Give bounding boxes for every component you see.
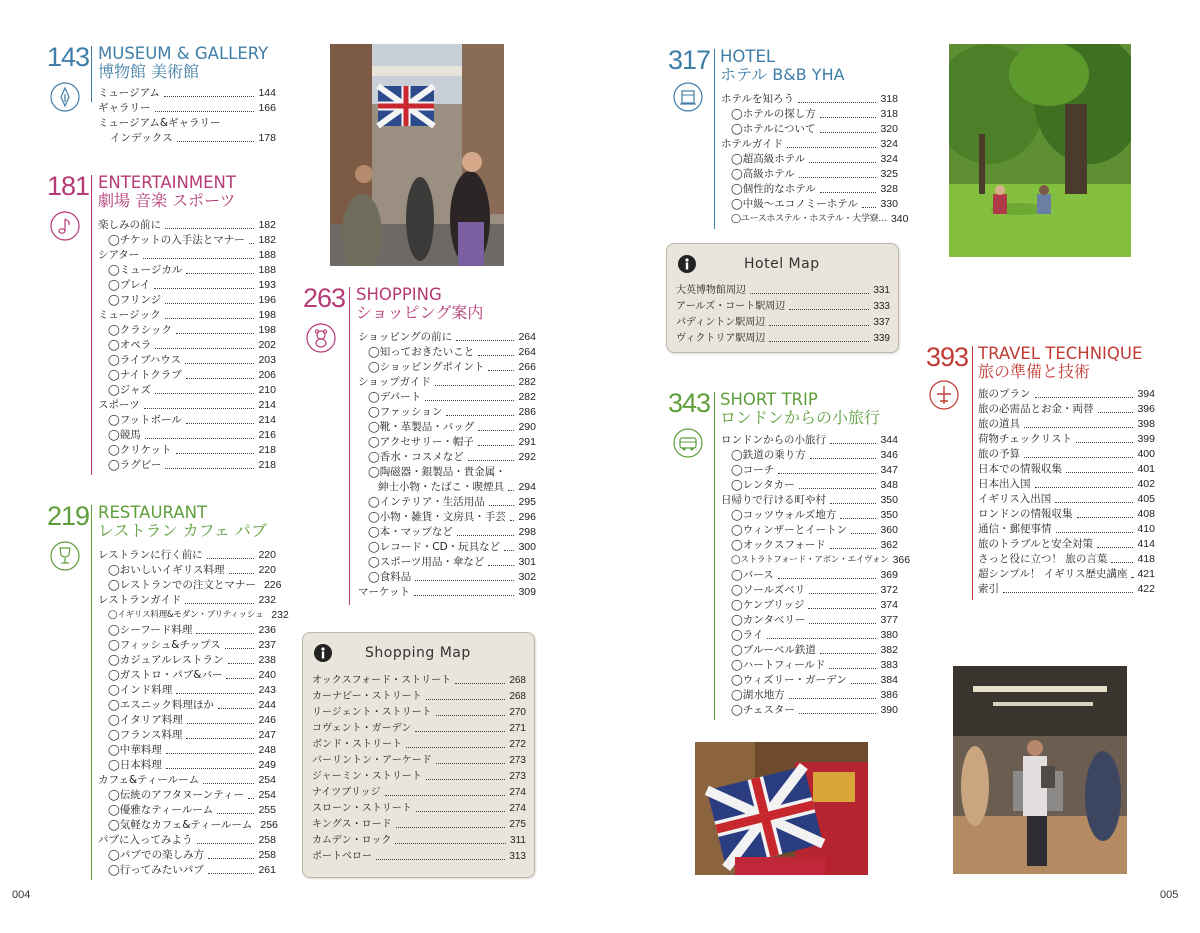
- shopping-header: [303, 285, 543, 325]
- toc-item[interactable]: 索引 422: [978, 583, 1155, 595]
- carnaby-street-photo: [330, 44, 504, 266]
- travel-title-en: TRAVEL TECHNIQUE: [978, 344, 1143, 363]
- entertainment-page-number: 181: [47, 171, 90, 201]
- hotel-header: [668, 47, 908, 87]
- toc-item[interactable]: インデックス 178: [110, 132, 276, 144]
- toc-item[interactable]: シアター 188: [98, 249, 276, 261]
- toc-item[interactable]: ◯中華料理 248: [108, 744, 276, 756]
- toc-item[interactable]: 旅のプラン 394: [978, 388, 1155, 400]
- shopping-section: [303, 285, 543, 325]
- toc-item[interactable]: 超シンプル！ イギリス歴史講座 421: [978, 568, 1155, 580]
- map-item[interactable]: カムデン・ロック 311: [312, 834, 526, 846]
- toc-item[interactable]: ホテルを知ろう 318: [721, 93, 898, 105]
- toc-item[interactable]: ◯チケットの入手法とマナー 182: [108, 234, 276, 246]
- toc-item[interactable]: ◯ウィンザーとイートン 360: [731, 524, 898, 536]
- toc-item[interactable]: ◯ファッション 286: [368, 406, 536, 418]
- toc-item[interactable]: ◯ケンブリッジ 374: [731, 599, 898, 611]
- restaurant-header: [47, 503, 287, 543]
- map-item[interactable]: バーリントン・アーケード 273: [312, 754, 526, 766]
- toc-item[interactable]: ◯オックスフォード 362: [731, 539, 898, 551]
- hotel-map-title: Hotel Map: [744, 256, 820, 272]
- map-item[interactable]: ジャーミン・ストリート 273: [312, 770, 526, 782]
- toc-item[interactable]: ◯日本料理 249: [108, 759, 276, 771]
- short-trip-title-jp: ロンドンからの小旅行: [720, 408, 881, 427]
- toc-item[interactable]: ◯カンタベリー 377: [731, 614, 898, 626]
- toc-item[interactable]: ◯パブでの楽しみ方 258: [108, 849, 276, 861]
- museum-section: [47, 44, 287, 84]
- toc-item[interactable]: 楽しみの前に 182: [98, 219, 276, 231]
- toc-item[interactable]: ◯伝統のアフタヌーンティー 254: [108, 789, 276, 801]
- toc-item[interactable]: ◯超高級ホテル 324: [731, 153, 898, 165]
- toc-item[interactable]: ◯ライブハウス 203: [108, 354, 276, 366]
- short-trip-section: [668, 390, 908, 430]
- toc-item[interactable]: ◯競馬 216: [108, 429, 276, 441]
- toc-item[interactable]: ◯ラグビー 218: [108, 459, 276, 471]
- toc-item[interactable]: ◯ショッピングポイント 266: [368, 361, 536, 373]
- short-trip-header: [668, 390, 908, 430]
- info-icon: [678, 255, 696, 273]
- hotel-map-box: [666, 243, 899, 353]
- shopping-title-jp: ショッピング案内: [356, 303, 484, 322]
- entertainment-toc: [98, 218, 276, 473]
- restaurant-section: [47, 503, 287, 543]
- right-page-number: 005: [1160, 889, 1179, 901]
- museum-pen-icon: [50, 82, 80, 112]
- map-item[interactable]: コヴェント・ガーデン 271: [312, 722, 526, 734]
- toc-item[interactable]: ◯ホテルの探し方 318: [731, 108, 898, 120]
- hotel-toc: [721, 92, 909, 227]
- airplane-icon: [929, 380, 959, 410]
- toc-item[interactable]: ◯インテリア・生活用品 295: [368, 496, 536, 508]
- map-item[interactable]: リージェント・ストリート 270: [312, 706, 526, 718]
- map-item[interactable]: カーナビー・ストリート 268: [312, 690, 526, 702]
- toc-item[interactable]: 旅の道具 398: [978, 418, 1155, 430]
- toc-item[interactable]: レストランガイド 232: [98, 594, 276, 606]
- toc-item[interactable]: ◯エスニック料理ほか 244: [108, 699, 276, 711]
- short-trip-title-en: SHORT TRIP: [720, 390, 818, 409]
- toc-item[interactable]: ミュージアム&ギャラリー: [98, 117, 221, 129]
- restaurant-divider: [91, 505, 92, 880]
- toc-item[interactable]: ◯レコード・CD・玩具など 300: [368, 541, 536, 553]
- museum-toc: [98, 86, 276, 146]
- toc-item[interactable]: ◯靴・革製品・バッグ 290: [368, 421, 536, 433]
- hotel-title-en: HOTEL: [720, 47, 776, 66]
- map-item[interactable]: ヴィクトリア駅周辺 339: [676, 332, 890, 344]
- hotel-bell-icon: [673, 82, 703, 112]
- map-item[interactable]: キングス・ロード 275: [312, 818, 526, 830]
- toc-item[interactable]: 日本での情報収集 401: [978, 463, 1155, 475]
- toc-item[interactable]: ◯シーフード料理 236: [108, 624, 276, 636]
- toc-item[interactable]: 旅の必需品とお金・両替 396: [978, 403, 1155, 415]
- union-jack-cushion-photo: [695, 742, 868, 875]
- shopping-map-title: Shopping Map: [365, 645, 471, 661]
- toc-item[interactable]: ホテルガイド 324: [721, 138, 898, 150]
- toc-item[interactable]: ◯スポーツ用品・傘など 301: [368, 556, 536, 568]
- entertainment-divider: [91, 175, 92, 475]
- toc-item[interactable]: ◯カジュアルレストラン 238: [108, 654, 276, 666]
- toc-item[interactable]: 紳士小物・たばこ・喫煙具 294: [378, 481, 536, 493]
- toc-item[interactable]: ◯バース 369: [731, 569, 898, 581]
- toc-item[interactable]: ◯デパート 282: [368, 391, 536, 403]
- toc-item[interactable]: スポーツ 214: [98, 399, 276, 411]
- toc-item[interactable]: カフェ&ティールーム 254: [98, 774, 276, 786]
- toc-item[interactable]: ◯クリケット 218: [108, 444, 276, 456]
- shopping-divider: [349, 287, 350, 605]
- travel-toc: [978, 387, 1155, 597]
- short-trip-page-number: 343: [668, 388, 711, 418]
- museum-title-jp: 博物館 美術館: [98, 62, 200, 81]
- entertainment-header: [47, 173, 287, 213]
- hotel-divider: [714, 49, 715, 229]
- short-trip-divider: [714, 392, 715, 720]
- toc-item[interactable]: ロンドンからの小旅行 344: [721, 434, 898, 446]
- hotel-section: [668, 47, 908, 87]
- map-item[interactable]: ボンド・ストリート 272: [312, 738, 526, 750]
- toc-item[interactable]: ◯フットボール 214: [108, 414, 276, 426]
- toc-item[interactable]: ◯フィッシュ&チップス 237: [108, 639, 276, 651]
- shopping-map-list: [312, 672, 526, 864]
- toc-item[interactable]: ◯本・マップなど 298: [368, 526, 536, 538]
- map-item[interactable]: オックスフォード・ストリート 268: [312, 674, 526, 686]
- toc-item[interactable]: ◯プレイ 193: [108, 279, 276, 291]
- travel-title-jp: 旅の準備と技術: [978, 362, 1091, 381]
- toc-item[interactable]: ◯レストランでの注文とマナー 226: [108, 579, 282, 591]
- toc-item[interactable]: イギリス入出国 405: [978, 493, 1155, 505]
- shopping-title-en: SHOPPING: [356, 285, 442, 304]
- short-trip-toc: [721, 433, 911, 718]
- museum-header: [47, 44, 287, 84]
- toc-item[interactable]: ◯クラシック 198: [108, 324, 276, 336]
- hotel-map-list: [676, 282, 890, 346]
- toc-item[interactable]: ミュージック 198: [98, 309, 276, 321]
- toc-item[interactable]: ◯ライ 380: [731, 629, 898, 641]
- map-item[interactable]: 大英博物館周辺 331: [676, 284, 890, 296]
- toc-item[interactable]: さっと役に立つ！ 旅の言葉 418: [978, 553, 1155, 565]
- shopping-map-box: [302, 632, 535, 878]
- shopping-page-number: 263: [303, 283, 346, 313]
- toc-item[interactable]: ◯ホテルについて 320: [731, 123, 898, 135]
- museum-divider: [91, 46, 92, 102]
- toc-item[interactable]: ◯知っておきたいこと 264: [368, 346, 536, 358]
- toc-item[interactable]: ◯ナイトクラブ 206: [108, 369, 276, 381]
- map-item[interactable]: ナイツブリッジ 274: [312, 786, 526, 798]
- toc-item[interactable]: ◯ジャズ 210: [108, 384, 276, 396]
- travel-page-number: 393: [926, 342, 969, 372]
- toc-item[interactable]: ショッピングの前に 264: [358, 331, 536, 343]
- toc-item[interactable]: ◯香水・コスメなど 292: [368, 451, 536, 463]
- toc-item[interactable]: パブに入ってみよう 258: [98, 834, 276, 846]
- toc-item[interactable]: ◯ウィズリー・ガーデン 384: [731, 674, 898, 686]
- toc-item[interactable]: ◯イタリア料理 246: [108, 714, 276, 726]
- entertainment-title-jp: 劇場 音楽 スポーツ: [98, 191, 236, 210]
- toc-item[interactable]: マーケット 309: [358, 586, 536, 598]
- toc-item[interactable]: ◯気軽なカフェ&ティールーム 256: [108, 819, 278, 831]
- travel-header: [926, 344, 1176, 384]
- toc-item[interactable]: ◯インド料理 243: [108, 684, 276, 696]
- toc-item[interactable]: 通信・郵便事情 410: [978, 523, 1155, 535]
- toc-item[interactable]: ◯フリンジ 196: [108, 294, 276, 306]
- map-item[interactable]: アールズ・コート駅周辺 333: [676, 300, 890, 312]
- map-item[interactable]: ポートベロー 313: [312, 850, 526, 862]
- music-note-icon: [50, 211, 80, 241]
- hotel-page-number: 317: [668, 45, 711, 75]
- left-page-number: 004: [12, 889, 31, 901]
- entertainment-title-en: ENTERTAINMENT: [98, 173, 236, 192]
- toc-item[interactable]: ◯ソールズベリ 372: [731, 584, 898, 596]
- museum-title-en: MUSEUM & GALLERY: [98, 44, 269, 63]
- toc-item[interactable]: ◯コーチ 347: [731, 464, 898, 476]
- toc-item[interactable]: ショップガイド 282: [358, 376, 536, 388]
- shopping-toc: [358, 330, 536, 600]
- toc-item[interactable]: ◯フランス料理 247: [108, 729, 276, 741]
- info-icon: [314, 644, 332, 662]
- toc-item[interactable]: ◯アクセサリー・帽子 291: [368, 436, 536, 448]
- toc-item[interactable]: ◯ガストロ・パブ&バー 240: [108, 669, 276, 681]
- entertainment-section: [47, 173, 287, 213]
- toc-item[interactable]: ◯ミュージカル 188: [108, 264, 276, 276]
- toc-item[interactable]: 旅のトラブルと安全対策 414: [978, 538, 1155, 550]
- underground-station-photo: [953, 666, 1127, 874]
- travel-section: [926, 344, 1176, 384]
- restaurant-title-en: RESTAURANT: [98, 503, 208, 522]
- toc-item[interactable]: ◯鉄道の乗り方 346: [731, 449, 898, 461]
- toc-item[interactable]: ◯オペラ 202: [108, 339, 276, 351]
- toc-item[interactable]: 日本出入国 402: [978, 478, 1155, 490]
- teddy-bear-icon: [306, 323, 336, 353]
- toc-item[interactable]: ◯食料品 302: [368, 571, 536, 583]
- museum-page-number: 143: [47, 42, 90, 72]
- toc-item[interactable]: ◯陶磁器・銀製品・貴金属・: [368, 466, 506, 478]
- toc-item[interactable]: ◯コッツウォルズ地方 350: [731, 509, 898, 521]
- toc-item[interactable]: ロンドンの情報収集 408: [978, 508, 1155, 520]
- toc-item[interactable]: ◯レンタカー 348: [731, 479, 898, 491]
- toc-item[interactable]: ◯チェスター 390: [731, 704, 898, 716]
- map-item[interactable]: パディントン駅周辺 337: [676, 316, 890, 328]
- wine-glass-icon: [50, 541, 80, 571]
- toc-item[interactable]: ◯ユースホステル・ホステル・大学寮… 340: [731, 213, 909, 225]
- toc-item[interactable]: 荷物チェックリスト 399: [978, 433, 1155, 445]
- toc-item[interactable]: ◯優雅なティールーム 255: [108, 804, 276, 816]
- restaurant-page-number: 219: [47, 501, 90, 531]
- toc-item[interactable]: ミュージアム 144: [98, 87, 276, 99]
- restaurant-toc: [98, 548, 289, 878]
- toc-item[interactable]: ◯個性的なホテル 328: [731, 183, 898, 195]
- toc-item[interactable]: ◯ブルーベル鉄道 382: [731, 644, 898, 656]
- toc-item[interactable]: ◯ハートフィールド 383: [731, 659, 898, 671]
- toc-item[interactable]: ◯イギリス料理&モダン・ブリティッシュ 232: [108, 609, 289, 621]
- toc-item[interactable]: ◯行ってみたいパブ 261: [108, 864, 276, 876]
- toc-item[interactable]: ◯中級〜エコノミーホテル 330: [731, 198, 898, 210]
- park-photo: [949, 44, 1131, 257]
- travel-divider: [972, 346, 973, 600]
- toc-item[interactable]: ◯湖水地方 386: [731, 689, 898, 701]
- toc-item[interactable]: 旅の予算 400: [978, 448, 1155, 460]
- toc-item[interactable]: ◯おいしいイギリス料理 220: [108, 564, 276, 576]
- toc-item[interactable]: ◯小物・雑貨・文房具・手芸 296: [368, 511, 536, 523]
- toc-item[interactable]: ◯高級ホテル 325: [731, 168, 898, 180]
- bus-icon: [673, 428, 703, 458]
- restaurant-title-jp: レストラン カフェ パブ: [98, 521, 267, 540]
- hotel-title-jp: ホテル B&B YHA: [720, 65, 845, 84]
- toc-item[interactable]: ギャラリー 166: [98, 102, 276, 114]
- toc-item[interactable]: 日帰りで行ける町や村 350: [721, 494, 898, 506]
- map-item[interactable]: スローン・ストリート 274: [312, 802, 526, 814]
- toc-item[interactable]: ◯ストラトフォード・アポン・エイヴォン 366: [731, 554, 911, 566]
- toc-item[interactable]: レストランに行く前に 220: [98, 549, 276, 561]
